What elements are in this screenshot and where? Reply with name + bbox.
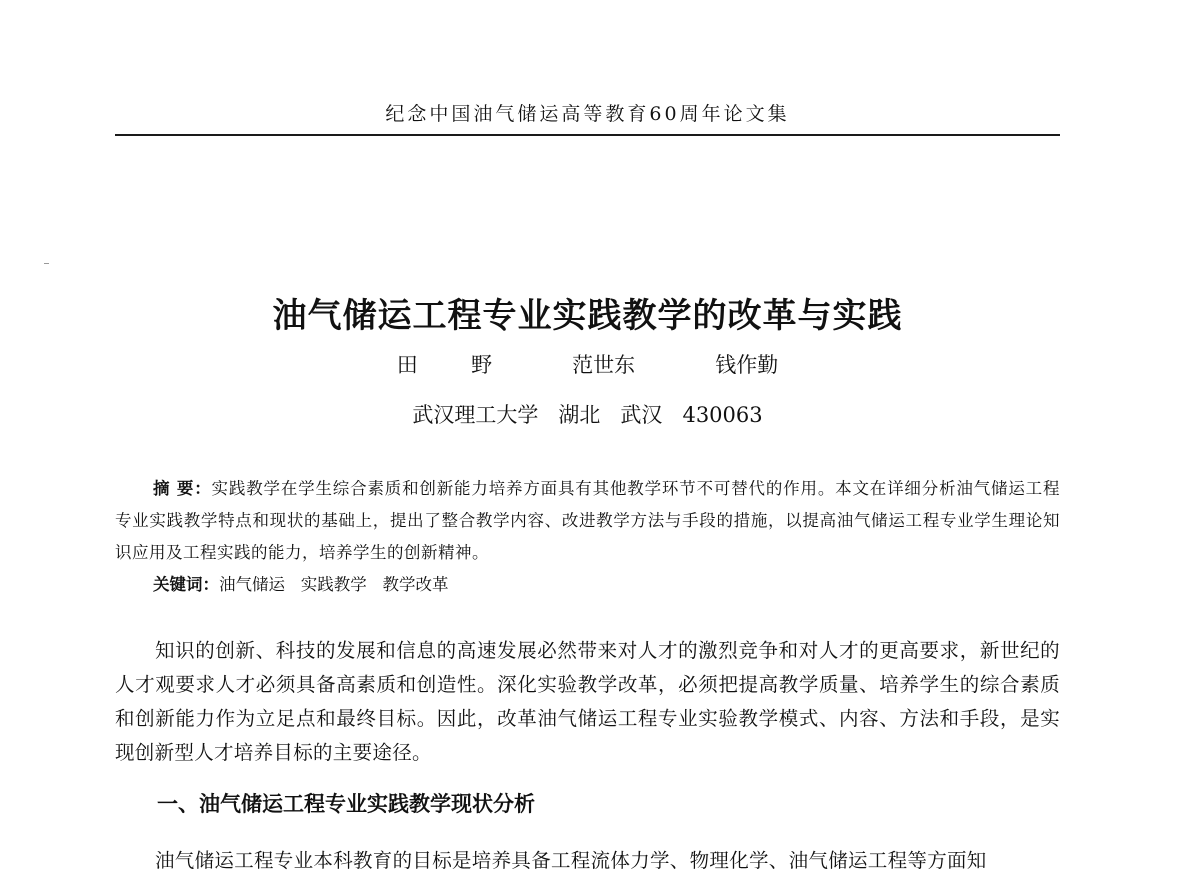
paper-affiliation: 武汉理工大学 湖北 武汉 430063: [412, 403, 763, 427]
abstract: [115, 473, 1060, 569]
abstract-label: 摘 要：: [153, 479, 212, 498]
scan-mark: [44, 263, 49, 264]
body-paragraph-2: 油气储运工程专业本科教育的目标是培养具备工程流体力学、物理化学、油气储运工程等方面知: [155, 849, 987, 872]
keywords-label: 关键词：: [153, 575, 219, 594]
body-paragraph-1: 知识的创新、科技的发展和信息的高速发展必然带来对人才的激烈竞争和对人才的更高要求，新世纪的人才观要求人才必须具备高素质和创造性。深化实验教学改革，必须把提高教学质量、培养学生的综合素质和创新能力作为立足点和最终目标。因此，改革油气储运工程专业实验教学模式、内容、方法和手段，是实现创新型人才培养目标的主要途径。: [115, 639, 1060, 764]
abstract-text: 实践教学在学生综合素质和创新能力培养方面具有其他教学环节不可替代的作用。本文在详细分析油气储运工程专业实践教学特点和现状的基础上，提出了整合教学内容、改进教学方法与手段的措施，以提高油气储运工程专业学生理论知识应用及工程实践的能力，培养学生的创新精神。: [115, 479, 1061, 562]
running-header: 纪念中国油气储运高等教育60周年论文集: [385, 103, 790, 125]
paper-title: 油气储运工程专业实践教学的改革与实践: [272, 296, 903, 336]
paper-authors: 田 野 范世东 钱作勤: [396, 353, 779, 377]
section-heading-1: 一、油气储运工程专业实践教学现状分析: [157, 792, 535, 816]
keywords: [153, 569, 1053, 601]
keywords-text: 油气储运 实践教学 教学改革: [219, 575, 449, 594]
header-divider: [115, 134, 1060, 136]
